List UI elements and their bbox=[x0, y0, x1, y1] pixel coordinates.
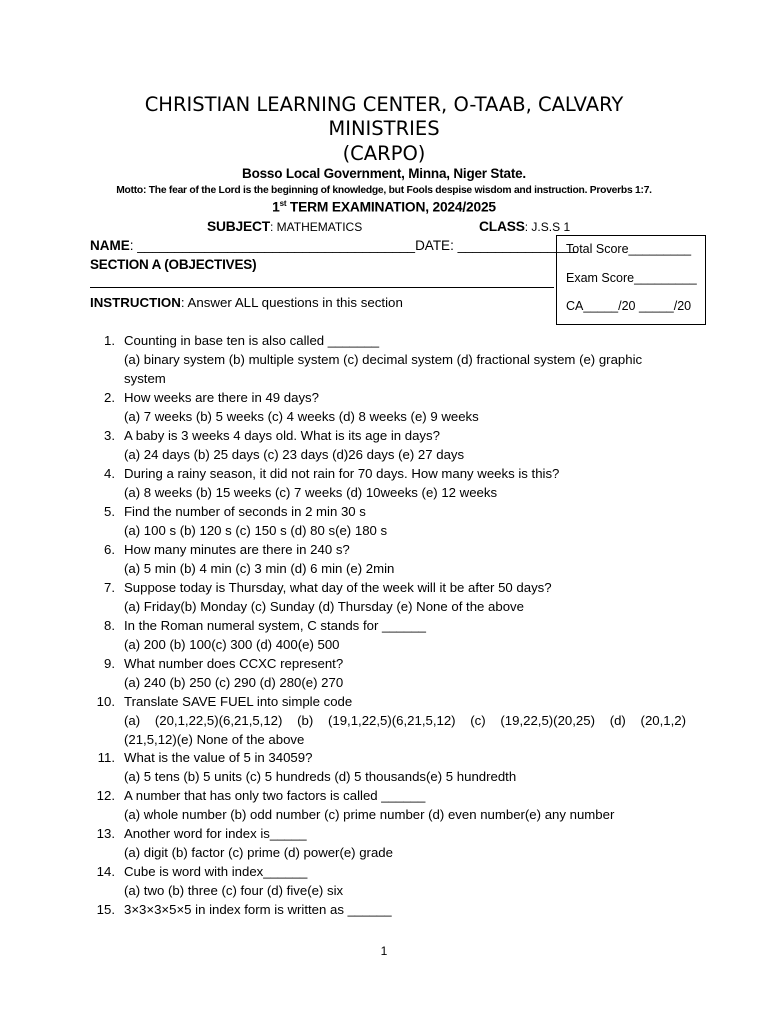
question-number: 12. bbox=[96, 788, 115, 803]
name-blank: : _____________________________________ bbox=[129, 238, 416, 253]
class-line bbox=[479, 219, 570, 234]
divider-line bbox=[90, 287, 554, 288]
question-text: Suppose today is Thursday, what day of the week will it be after 50 days? bbox=[124, 580, 552, 595]
term-title: TERM EXAMINATION, 2024/2025 bbox=[286, 199, 496, 215]
subject-value: : MATHEMATICS bbox=[270, 220, 363, 234]
question-text: During a rainy season, it did not rain for 70 days. How many weeks is this? bbox=[124, 466, 560, 481]
subject-line bbox=[207, 219, 362, 234]
date-field: DATE: ________________ bbox=[415, 238, 578, 253]
exam-title bbox=[0, 199, 768, 215]
question-text: Translate SAVE FUEL into simple code bbox=[124, 694, 353, 709]
question-text: How many minutes are there in 240 s? bbox=[124, 542, 350, 557]
question-options-continued: system bbox=[124, 371, 166, 386]
class-value: : J.S.S 1 bbox=[524, 220, 571, 234]
question-text: In the Roman numeral system, C stands for ______ bbox=[124, 618, 426, 633]
question-number: 11. bbox=[97, 750, 115, 765]
question-options: (a) (20,1,22,5)(6,21,5,12) (b) (19,1,22,5)(6,21,5,12) (c) (19,22,5)(20,25) (d) (20,1,2) bbox=[124, 713, 686, 728]
school-motto: Motto: The fear of the Lord is the beginning of knowledge, but Fools despise wisdom and instruction. Proverbs 1:7. bbox=[116, 185, 652, 196]
term-number: 1 bbox=[272, 199, 280, 215]
question-number: 15. bbox=[96, 902, 115, 917]
local-government: Bosso Local Government, Minna, Niger State. bbox=[242, 166, 526, 181]
question-number: 1. bbox=[104, 333, 115, 348]
question-options: (a) 200 (b) 100(c) 300 (d) 400(e) 500 bbox=[124, 637, 340, 652]
question-options: (a) 7 weeks (b) 5 weeks (c) 4 weeks (d) 8 weeks (e) 9 weeks bbox=[124, 409, 479, 424]
instruction bbox=[90, 295, 403, 310]
term-superscript: st bbox=[279, 199, 287, 208]
question-text: What number does CCXC represent? bbox=[124, 656, 344, 671]
question-number: 4. bbox=[104, 466, 115, 481]
question-options: (a) two (b) three (c) four (d) five(e) six bbox=[124, 883, 344, 898]
total-score: Total Score_________ bbox=[566, 242, 692, 256]
question-number: 3. bbox=[104, 428, 115, 443]
question-options: (a) binary system (b) multiple system (c) decimal system (d) fractional system (e) graphic bbox=[124, 352, 643, 367]
question-text: How weeks are there in 49 days? bbox=[124, 390, 319, 405]
question-options-continued: (21,5,12)(e) None of the above bbox=[124, 732, 305, 747]
page-number: 1 bbox=[380, 944, 388, 958]
question-options: (a) digit (b) factor (c) prime (d) power(e) grade bbox=[124, 845, 393, 860]
question-text: A number that has only two factors is called ______ bbox=[124, 788, 426, 803]
question-options: (a) 240 (b) 250 (c) 290 (d) 280(e) 270 bbox=[124, 675, 344, 690]
section-title: SECTION A (OBJECTIVES) bbox=[90, 257, 257, 272]
question-text: 3×3×3×5×5 in index form is written as ______ bbox=[124, 902, 392, 917]
question-number: 13. bbox=[96, 826, 115, 841]
question-number: 6. bbox=[104, 542, 115, 557]
score-box bbox=[556, 235, 706, 325]
question-options: (a) 100 s (b) 120 s (c) 150 s (d) 80 s(e) 180 s bbox=[124, 523, 388, 538]
question-options: (a) 24 days (b) 25 days (c) 23 days (d)26 days (e) 27 days bbox=[124, 447, 465, 462]
question-text: Cube is word with index______ bbox=[124, 864, 308, 879]
school-name-line-2: MINISTRIES bbox=[328, 117, 440, 140]
school-name-line-1: CHRISTIAN LEARNING CENTER, O-TAAB, CALVARY bbox=[144, 93, 624, 116]
question-options: (a) Friday(b) Monday (c) Sunday (d) Thursday (e) None of the above bbox=[124, 599, 524, 614]
name-label: NAME bbox=[90, 238, 130, 253]
instruction-text: : Answer ALL questions in this section bbox=[180, 295, 403, 310]
name-date-line bbox=[90, 238, 578, 253]
question-number: 10. bbox=[96, 694, 115, 709]
question-number: 8. bbox=[104, 618, 115, 633]
ca-score: CA_____/20 _____/20 bbox=[566, 299, 692, 313]
question-number: 5. bbox=[104, 504, 115, 519]
question-options: (a) 8 weeks (b) 15 weeks (c) 7 weeks (d) 10weeks (e) 12 weeks bbox=[124, 485, 498, 500]
question-options: (a) 5 min (b) 4 min (c) 3 min (d) 6 min (e) 2min bbox=[124, 561, 395, 576]
question-text: Another word for index is_____ bbox=[124, 826, 307, 841]
question-options: (a) whole number (b) odd number (c) prime number (d) even number(e) any number bbox=[124, 807, 615, 822]
question-text: Find the number of seconds in 2 min 30 s bbox=[124, 504, 366, 519]
question-number: 7. bbox=[104, 580, 115, 595]
question-text: What is the value of 5 in 34059? bbox=[124, 750, 313, 765]
question-text: Counting in base ten is also called _______ bbox=[124, 333, 380, 348]
school-abbreviation: (CARPO) bbox=[342, 142, 426, 165]
exam-score: Exam Score_________ bbox=[566, 271, 697, 285]
question-number: 14. bbox=[96, 864, 115, 879]
question-number: 2. bbox=[104, 390, 115, 405]
question-text: A baby is 3 weeks 4 days old. What is its age in days? bbox=[124, 428, 440, 443]
question-options: (a) 5 tens (b) 5 units (c) 5 hundreds (d) 5 thousands(e) 5 hundredth bbox=[124, 769, 517, 784]
instruction-label: INSTRUCTION bbox=[90, 295, 181, 310]
question-number: 9. bbox=[104, 656, 115, 671]
subject-label: SUBJECT bbox=[207, 219, 270, 234]
class-label: CLASS bbox=[479, 219, 525, 234]
